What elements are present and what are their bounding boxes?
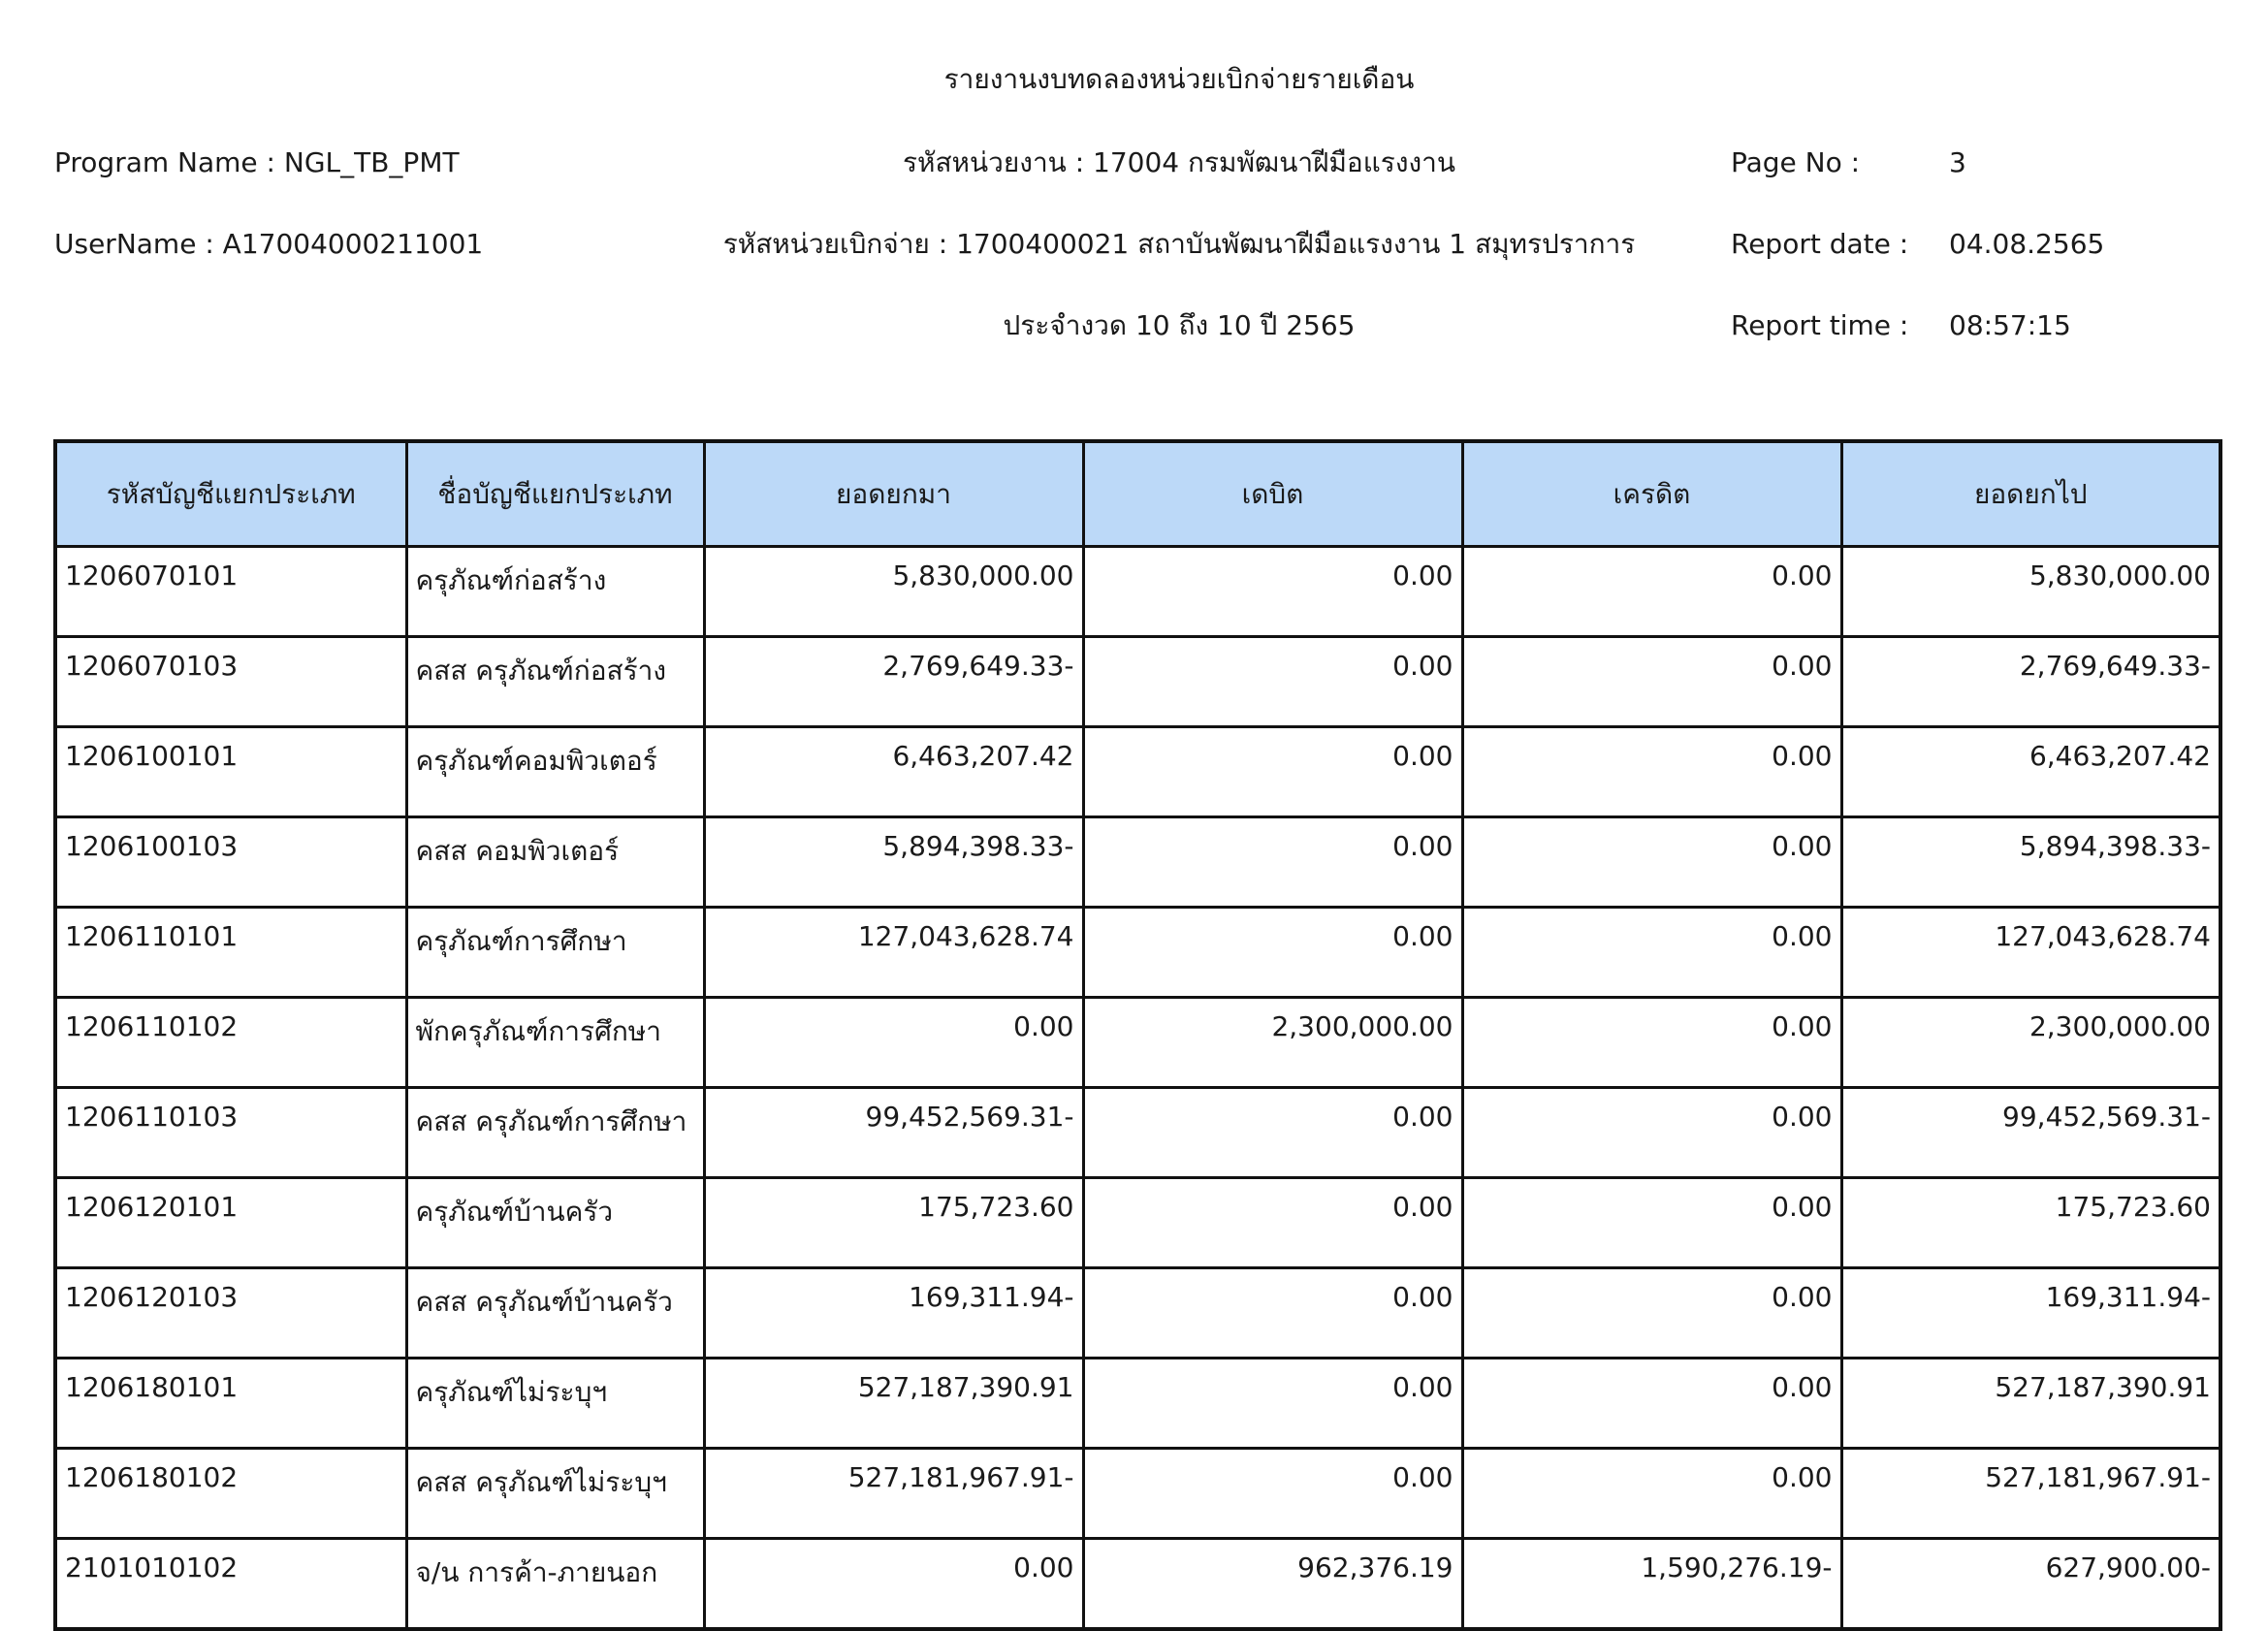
cell-closing-balance: 627,900.00- (1841, 1539, 2220, 1630)
cell-debit: 0.00 (1083, 1449, 1462, 1539)
trial-balance-table (53, 439, 2222, 1631)
cell-closing-balance: 169,311.94- (1841, 1268, 2220, 1359)
col-header-account-name: ชื่อบัญชีแยกประเภท (406, 441, 704, 547)
cell-opening-balance: 5,894,398.33- (704, 817, 1083, 908)
program-name: Program Name : NGL_TB_PMT (54, 146, 460, 178)
table-row (55, 1449, 2220, 1539)
cell-opening-balance: 6,463,207.42 (704, 727, 1083, 817)
cell-closing-balance: 175,723.60 (1841, 1178, 2220, 1268)
table-row (55, 1268, 2220, 1359)
cell-debit: 0.00 (1083, 637, 1462, 727)
cell-credit: 0.00 (1462, 1178, 1841, 1268)
cell-account-code: 1206100103 (55, 817, 406, 908)
table-row (55, 817, 2220, 908)
cell-debit: 962,376.19 (1083, 1539, 1462, 1630)
cell-opening-balance: 527,187,390.91 (704, 1359, 1083, 1449)
cell-closing-balance: 2,300,000.00 (1841, 998, 2220, 1088)
cell-credit: 0.00 (1462, 1088, 1841, 1178)
table-row (55, 637, 2220, 727)
cell-credit: 0.00 (1462, 637, 1841, 727)
agency-code: รหัสหน่วยงาน : 17004 กรมพัฒนาฝีมือแรงงาน (902, 146, 1456, 178)
cell-account-name: ครุภัณฑ์ไม่ระบุฯ (406, 1359, 704, 1449)
cell-closing-balance: 127,043,628.74 (1841, 908, 2220, 998)
report-time-value: 08:57:15 (1949, 309, 2071, 341)
cell-debit: 0.00 (1083, 817, 1462, 908)
report-time-label: Report time : (1731, 309, 1909, 341)
cell-account-name: ครุภัณฑ์บ้านครัว (406, 1178, 704, 1268)
cell-credit: 0.00 (1462, 817, 1841, 908)
col-header-account-code: รหัสบัญชีแยกประเภท (55, 441, 406, 547)
cell-debit: 2,300,000.00 (1083, 998, 1462, 1088)
report-date-value: 04.08.2565 (1949, 228, 2105, 260)
cell-credit: 0.00 (1462, 1449, 1841, 1539)
cell-account-name: คสส ครุภัณฑ์ไม่ระบุฯ (406, 1449, 704, 1539)
cell-closing-balance: 6,463,207.42 (1841, 727, 2220, 817)
cell-debit: 0.00 (1083, 1268, 1462, 1359)
cell-account-name: คสส ครุภัณฑ์บ้านครัว (406, 1268, 704, 1359)
cell-opening-balance: 169,311.94- (704, 1268, 1083, 1359)
page-no-label: Page No : (1731, 146, 1861, 178)
cell-account-code: 2101010102 (55, 1539, 406, 1630)
report-date-label: Report date : (1731, 228, 1909, 260)
cell-account-name: จ/น การค้า-ภายนอก (406, 1539, 704, 1630)
table-header-row (55, 441, 2220, 547)
table-row (55, 1178, 2220, 1268)
table-row (55, 908, 2220, 998)
cell-account-code: 1206070103 (55, 637, 406, 727)
report-period: ประจำงวด 10 ถึง 10 ปี 2565 (1003, 309, 1356, 341)
cell-closing-balance: 527,187,390.91 (1841, 1359, 2220, 1449)
cell-account-name: พักครุภัณฑ์การศึกษา (406, 998, 704, 1088)
cell-opening-balance: 527,181,967.91- (704, 1449, 1083, 1539)
cell-closing-balance: 5,830,000.00 (1841, 547, 2220, 637)
cell-opening-balance: 5,830,000.00 (704, 547, 1083, 637)
table-row (55, 998, 2220, 1088)
user-name: UserName : A17004000211001 (54, 228, 484, 260)
table-row (55, 727, 2220, 817)
cell-credit: 0.00 (1462, 998, 1841, 1088)
cell-opening-balance: 2,769,649.33- (704, 637, 1083, 727)
cell-debit: 0.00 (1083, 1359, 1462, 1449)
cell-debit: 0.00 (1083, 1178, 1462, 1268)
cell-credit: 0.00 (1462, 727, 1841, 817)
cell-credit: 1,590,276.19- (1462, 1539, 1841, 1630)
table-row (55, 1539, 2220, 1630)
cell-credit: 0.00 (1462, 1359, 1841, 1449)
cell-account-name: คสส ครุภัณฑ์การศึกษา (406, 1088, 704, 1178)
col-header-opening-balance: ยอดยกมา (704, 441, 1083, 547)
cell-account-name: ครุภัณฑ์ก่อสร้าง (406, 547, 704, 637)
col-header-debit: เดบิต (1083, 441, 1462, 547)
cell-debit: 0.00 (1083, 727, 1462, 817)
page-no-value: 3 (1949, 146, 1966, 178)
col-header-credit: เครดิต (1462, 441, 1841, 547)
cell-opening-balance: 0.00 (704, 998, 1083, 1088)
cell-credit: 0.00 (1462, 908, 1841, 998)
cell-account-code: 1206120103 (55, 1268, 406, 1359)
cell-account-code: 1206070101 (55, 547, 406, 637)
cell-opening-balance: 127,043,628.74 (704, 908, 1083, 998)
cell-closing-balance: 2,769,649.33- (1841, 637, 2220, 727)
report-title: รายงานงบทดลองหน่วยเบิกจ่ายรายเดือน (943, 63, 1415, 95)
cell-account-code: 1206110103 (55, 1088, 406, 1178)
cell-account-code: 1206100101 (55, 727, 406, 817)
cell-account-name: ครุภัณฑ์คอมพิวเตอร์ (406, 727, 704, 817)
cell-debit: 0.00 (1083, 1088, 1462, 1178)
cell-credit: 0.00 (1462, 547, 1841, 637)
table-row (55, 1088, 2220, 1178)
disbursing-unit: รหัสหน่วยเบิกจ่าย : 1700400021 สถาบันพัฒนาฝีมือแรงงาน 1 สมุทรปราการ (722, 228, 1636, 260)
cell-account-name: ครุภัณฑ์การศึกษา (406, 908, 704, 998)
cell-closing-balance: 5,894,398.33- (1841, 817, 2220, 908)
cell-opening-balance: 175,723.60 (704, 1178, 1083, 1268)
cell-opening-balance: 99,452,569.31- (704, 1088, 1083, 1178)
cell-account-code: 1206180101 (55, 1359, 406, 1449)
cell-debit: 0.00 (1083, 908, 1462, 998)
cell-account-code: 1206180102 (55, 1449, 406, 1539)
table-row (55, 1359, 2220, 1449)
cell-account-name: คสส คอมพิวเตอร์ (406, 817, 704, 908)
cell-closing-balance: 99,452,569.31- (1841, 1088, 2220, 1178)
col-header-closing-balance: ยอดยกไป (1841, 441, 2220, 547)
cell-credit: 0.00 (1462, 1268, 1841, 1359)
cell-account-code: 1206110102 (55, 998, 406, 1088)
cell-account-code: 1206120101 (55, 1178, 406, 1268)
cell-closing-balance: 527,181,967.91- (1841, 1449, 2220, 1539)
cell-account-code: 1206110101 (55, 908, 406, 998)
cell-account-name: คสส ครุภัณฑ์ก่อสร้าง (406, 637, 704, 727)
cell-debit: 0.00 (1083, 547, 1462, 637)
table-row (55, 547, 2220, 637)
cell-opening-balance: 0.00 (704, 1539, 1083, 1630)
